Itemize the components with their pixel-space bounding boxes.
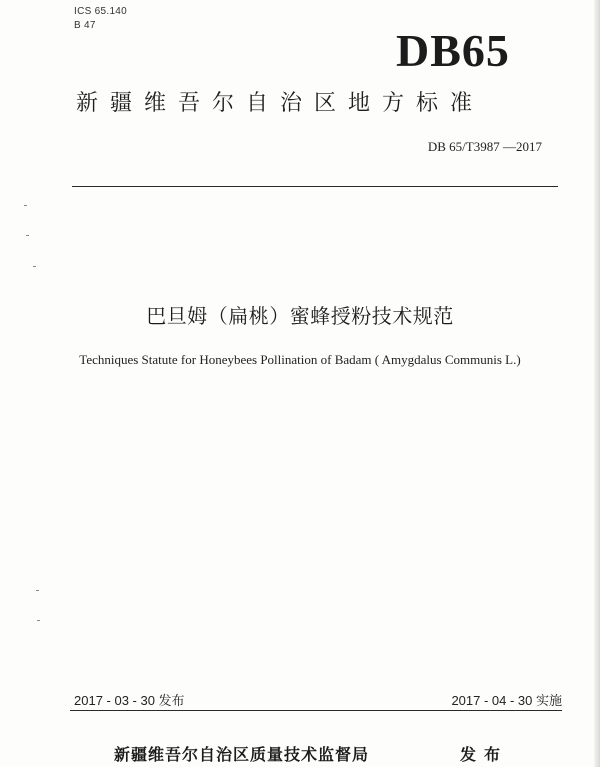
standard-type-heading: 新疆维吾尔自治区地方标准 — [76, 91, 485, 116]
header-divider — [72, 186, 558, 187]
implementation-date: 2017 - 04 - 30 实施 — [451, 693, 562, 708]
document-title-chinese: 巴旦姆（扁桃）蜜蜂授粉技术规范 — [146, 304, 454, 328]
document-title-english: Techniques Statute for Honeybees Pollination of Badam ( Amygdalus Communis L.) — [79, 352, 521, 367]
ccs-code: B 47 — [74, 20, 96, 31]
scan-speck — [33, 266, 36, 267]
ics-code: ICS 65.140 — [74, 6, 128, 17]
standard-number: DB 65/T3987 —2017 — [427, 139, 542, 154]
scan-speck — [26, 235, 29, 236]
footer-divider — [70, 710, 562, 711]
issuing-authority: 新疆维吾尔自治区质量技术监督局 — [114, 745, 370, 764]
scan-speck — [24, 205, 27, 206]
issue-date: 2017 - 03 - 30 发布 — [74, 693, 185, 708]
standard-logo: DB65 — [396, 25, 510, 76]
scan-speck — [36, 590, 39, 591]
scan-edge — [594, 0, 600, 767]
scan-speck — [37, 620, 40, 621]
issue-label: 发布 — [460, 745, 509, 764]
